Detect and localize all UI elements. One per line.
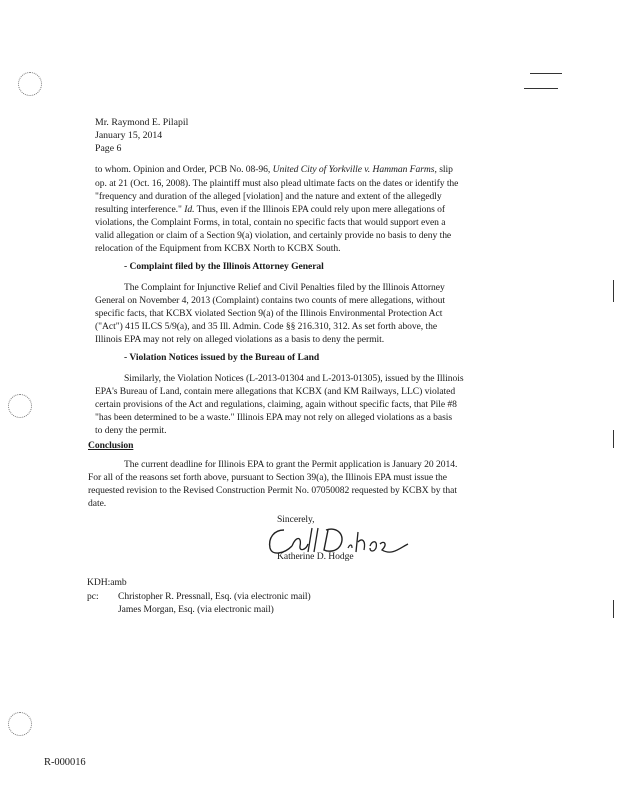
cc-recipient: Christopher R. Pressnall, Esq. (via electronic mail) [118, 591, 311, 602]
letter-date: January 15, 2014 [95, 130, 163, 141]
hole-punch-mark [18, 72, 42, 96]
body-line: valid allegation or claim of a Section 9(a) violation, and certainly provide no basis to deny the [95, 230, 452, 241]
scan-speck [530, 73, 562, 74]
cc-recipient: James Morgan, Esq. (via electronic mail) [118, 604, 274, 615]
initials: KDH:amb [87, 577, 127, 588]
body-line: Similarly, the Violation Notices (L-2013-01304 and L-2013-01305), issued by the Illinois [124, 373, 464, 384]
body-line: certain provisions of the Act and regulations, claiming, again without specific facts, that Pile #8 [95, 399, 457, 410]
body-line: requested revision to the Revised Construction Permit No. 07050082 requested by KCBX by that [88, 485, 457, 496]
body-line: date. [88, 498, 107, 509]
body-line: General on November 4, 2013 (Complaint) contains two counts of mere allegations, without [95, 295, 445, 306]
body-line: The current deadline for Illinois EPA to grant the Permit application is January 20 2014. [124, 459, 458, 470]
body-line: resulting interference." Id. Thus, even if the Illinois EPA could rely upon mere allegations of [95, 204, 446, 215]
body-line: "has been determined to be a waste." Illinois EPA may not rely on alleged violations as a basis [95, 412, 453, 423]
body-line: violations, the Complaint Forms, in total, contain no specific facts that would support even a [95, 217, 446, 228]
cc-label: pc: [87, 591, 99, 602]
margin-mark [613, 600, 614, 618]
citation-id: Id. [184, 204, 195, 215]
margin-mark [613, 430, 614, 448]
case-name: United City of Yorkville v. Hamman Farms [272, 164, 435, 175]
hole-punch-mark [8, 394, 32, 418]
body-line: "frequency and duration of the alleged [violation] and the nature and extent of the allegedly [95, 191, 442, 202]
recipient-name: Mr. Raymond E. Pilapil [95, 117, 189, 128]
body-line: Illinois EPA may not rely on alleged violations as a basis to deny the permit. [95, 334, 385, 345]
body-line: relocation of the Equipment from KCBX North to KCBX South. [95, 243, 341, 254]
section-heading-attorney-general: - Complaint filed by the Illinois Attorney General [124, 261, 324, 272]
section-heading-bureau-of-land: - Violation Notices issued by the Bureau of Land [124, 352, 320, 363]
body-line: op. at 21 (Oct. 16, 2008). The plaintiff must also plead ultimate facts on the dates or identify the [95, 178, 459, 189]
hole-punch-mark [8, 712, 32, 736]
signer-name: Katherine D. Hodge [277, 551, 354, 562]
body-line: The Complaint for Injunctive Relief and Civil Penalties filed by the Illinois Attorney [124, 282, 445, 293]
page-number: Page 6 [95, 143, 122, 154]
bates-number: R-000016 [44, 757, 86, 768]
body-line: For all of the reasons set forth above, pursuant to Section 39(a), the Illinois EPA must issue the [88, 472, 447, 483]
body-line: to whom. Opinion and Order, PCB No. 08-96, United City of Yorkville v. Hamman Farms, slip [95, 164, 453, 175]
body-line: to deny the permit. [95, 425, 167, 436]
scan-speck [524, 88, 558, 89]
valediction: Sincerely, [277, 514, 315, 525]
body-line: ("Act") 415 ILCS 5/9(a), and 35 Ill. Admin. Code §§ 216.310, 312. As set forth above, the [95, 321, 438, 332]
body-line: EPA's Bureau of Land, contain mere allegations that KCBX (and KM Railways, LLC) violated [95, 386, 456, 397]
conclusion-heading: Conclusion [88, 440, 134, 451]
margin-mark [613, 280, 614, 302]
body-line: specific facts, that KCBX violated Section 9(a) of the Illinois Environmental Protection Act [95, 308, 443, 319]
